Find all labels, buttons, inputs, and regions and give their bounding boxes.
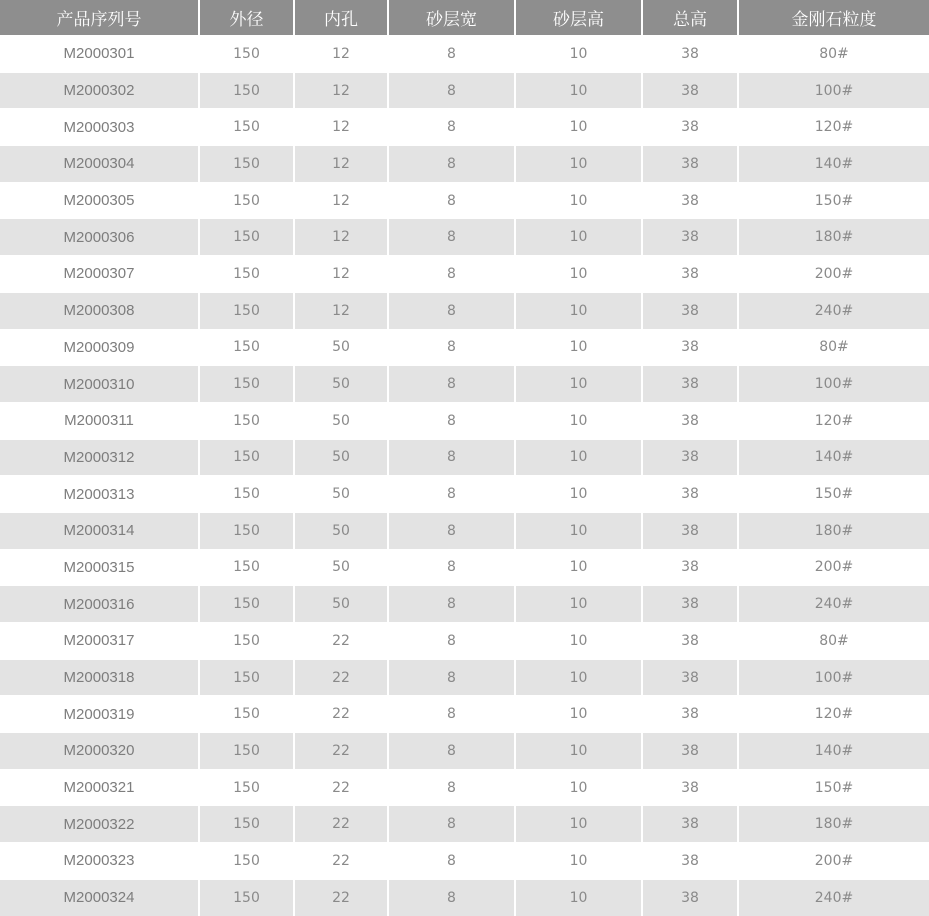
cell-abrasive-height: 10	[515, 733, 642, 770]
cell-total-height: 38	[642, 219, 738, 256]
cell-outer-diameter: 150	[199, 696, 294, 733]
header-diamond-grit: 金刚石粒度	[738, 0, 929, 36]
cell-total-height: 38	[642, 659, 738, 696]
cell-abrasive-height: 10	[515, 769, 642, 806]
cell-serial: M2000318	[0, 659, 199, 696]
cell-serial: M2000303	[0, 109, 199, 146]
cell-serial: M2000315	[0, 549, 199, 586]
cell-total-height: 38	[642, 402, 738, 439]
cell-diamond-grit: 140#	[738, 439, 929, 476]
cell-abrasive-height: 10	[515, 696, 642, 733]
cell-inner-hole: 22	[294, 806, 388, 843]
table-row	[0, 292, 929, 329]
cell-outer-diameter: 150	[199, 623, 294, 660]
table-row	[0, 146, 929, 183]
cell-outer-diameter: 150	[199, 879, 294, 915]
cell-diamond-grit: 240#	[738, 879, 929, 915]
cell-total-height: 38	[642, 549, 738, 586]
cell-outer-diameter: 150	[199, 659, 294, 696]
cell-total-height: 38	[642, 586, 738, 623]
table-row	[0, 733, 929, 770]
cell-total-height: 38	[642, 806, 738, 843]
cell-serial: M2000314	[0, 512, 199, 549]
cell-abrasive-width: 8	[388, 512, 515, 549]
table-row	[0, 476, 929, 513]
cell-inner-hole: 50	[294, 439, 388, 476]
cell-abrasive-height: 10	[515, 549, 642, 586]
cell-outer-diameter: 150	[199, 402, 294, 439]
cell-serial: M2000316	[0, 586, 199, 623]
table-row	[0, 182, 929, 219]
cell-abrasive-width: 8	[388, 329, 515, 366]
cell-inner-hole: 22	[294, 769, 388, 806]
header-outer-diameter: 外径	[199, 0, 294, 36]
cell-diamond-grit: 150#	[738, 182, 929, 219]
cell-serial: M2000309	[0, 329, 199, 366]
cell-inner-hole: 50	[294, 366, 388, 403]
cell-abrasive-height: 10	[515, 182, 642, 219]
cell-abrasive-width: 8	[388, 549, 515, 586]
cell-abrasive-width: 8	[388, 36, 515, 73]
cell-abrasive-height: 10	[515, 879, 642, 915]
table-row	[0, 769, 929, 806]
cell-total-height: 38	[642, 36, 738, 73]
cell-inner-hole: 12	[294, 36, 388, 73]
cell-outer-diameter: 150	[199, 769, 294, 806]
cell-abrasive-width: 8	[388, 879, 515, 915]
cell-inner-hole: 22	[294, 879, 388, 915]
cell-abrasive-height: 10	[515, 402, 642, 439]
cell-abrasive-height: 10	[515, 72, 642, 109]
cell-abrasive-height: 10	[515, 806, 642, 843]
cell-diamond-grit: 140#	[738, 733, 929, 770]
cell-abrasive-width: 8	[388, 439, 515, 476]
cell-abrasive-width: 8	[388, 182, 515, 219]
table-row	[0, 439, 929, 476]
table-row	[0, 512, 929, 549]
cell-total-height: 38	[642, 623, 738, 660]
cell-diamond-grit: 240#	[738, 586, 929, 623]
cell-serial: M2000304	[0, 146, 199, 183]
cell-serial: M2000319	[0, 696, 199, 733]
table-row	[0, 402, 929, 439]
cell-diamond-grit: 80#	[738, 329, 929, 366]
cell-outer-diameter: 150	[199, 733, 294, 770]
cell-total-height: 38	[642, 439, 738, 476]
cell-outer-diameter: 150	[199, 843, 294, 880]
cell-diamond-grit: 180#	[738, 806, 929, 843]
cell-abrasive-width: 8	[388, 769, 515, 806]
cell-abrasive-height: 10	[515, 109, 642, 146]
cell-abrasive-height: 10	[515, 512, 642, 549]
cell-total-height: 38	[642, 879, 738, 915]
cell-abrasive-width: 8	[388, 623, 515, 660]
cell-total-height: 38	[642, 696, 738, 733]
cell-inner-hole: 50	[294, 329, 388, 366]
cell-abrasive-width: 8	[388, 733, 515, 770]
cell-inner-hole: 50	[294, 476, 388, 513]
cell-abrasive-width: 8	[388, 292, 515, 329]
cell-abrasive-height: 10	[515, 329, 642, 366]
table-row	[0, 109, 929, 146]
cell-diamond-grit: 200#	[738, 256, 929, 293]
cell-abrasive-width: 8	[388, 806, 515, 843]
cell-diamond-grit: 100#	[738, 72, 929, 109]
table-row	[0, 659, 929, 696]
cell-abrasive-width: 8	[388, 256, 515, 293]
cell-abrasive-width: 8	[388, 366, 515, 403]
cell-outer-diameter: 150	[199, 512, 294, 549]
cell-serial: M2000302	[0, 72, 199, 109]
cell-serial: M2000317	[0, 623, 199, 660]
cell-inner-hole: 12	[294, 72, 388, 109]
cell-abrasive-width: 8	[388, 146, 515, 183]
cell-diamond-grit: 80#	[738, 36, 929, 73]
cell-diamond-grit: 150#	[738, 769, 929, 806]
cell-diamond-grit: 120#	[738, 109, 929, 146]
table-body	[0, 36, 929, 916]
cell-diamond-grit: 80#	[738, 623, 929, 660]
cell-inner-hole: 12	[294, 292, 388, 329]
cell-serial: M2000320	[0, 733, 199, 770]
cell-diamond-grit: 120#	[738, 402, 929, 439]
cell-diamond-grit: 180#	[738, 512, 929, 549]
cell-inner-hole: 22	[294, 733, 388, 770]
cell-diamond-grit: 100#	[738, 366, 929, 403]
cell-outer-diameter: 150	[199, 256, 294, 293]
table-row	[0, 879, 929, 915]
cell-abrasive-height: 10	[515, 439, 642, 476]
cell-abrasive-height: 10	[515, 623, 642, 660]
cell-abrasive-height: 10	[515, 476, 642, 513]
cell-total-height: 38	[642, 733, 738, 770]
table-row	[0, 586, 929, 623]
cell-outer-diameter: 150	[199, 586, 294, 623]
cell-total-height: 38	[642, 769, 738, 806]
header-total-height: 总高	[642, 0, 738, 36]
cell-abrasive-width: 8	[388, 586, 515, 623]
cell-inner-hole: 50	[294, 512, 388, 549]
cell-total-height: 38	[642, 843, 738, 880]
table-row	[0, 806, 929, 843]
cell-total-height: 38	[642, 366, 738, 403]
cell-serial: M2000306	[0, 219, 199, 256]
cell-total-height: 38	[642, 329, 738, 366]
cell-serial: M2000313	[0, 476, 199, 513]
cell-outer-diameter: 150	[199, 366, 294, 403]
cell-total-height: 38	[642, 476, 738, 513]
table-row	[0, 329, 929, 366]
table-row	[0, 549, 929, 586]
cell-abrasive-width: 8	[388, 659, 515, 696]
table-row	[0, 366, 929, 403]
cell-diamond-grit: 200#	[738, 549, 929, 586]
cell-abrasive-height: 10	[515, 292, 642, 329]
header-abrasive-width: 砂层宽	[388, 0, 515, 36]
cell-outer-diameter: 150	[199, 329, 294, 366]
cell-diamond-grit: 180#	[738, 219, 929, 256]
cell-outer-diameter: 150	[199, 439, 294, 476]
cell-outer-diameter: 150	[199, 72, 294, 109]
cell-outer-diameter: 150	[199, 109, 294, 146]
cell-diamond-grit: 150#	[738, 476, 929, 513]
cell-inner-hole: 22	[294, 623, 388, 660]
cell-outer-diameter: 150	[199, 146, 294, 183]
cell-outer-diameter: 150	[199, 292, 294, 329]
table-row	[0, 843, 929, 880]
cell-abrasive-width: 8	[388, 72, 515, 109]
cell-diamond-grit: 140#	[738, 146, 929, 183]
cell-serial: M2000312	[0, 439, 199, 476]
cell-diamond-grit: 240#	[738, 292, 929, 329]
cell-diamond-grit: 100#	[738, 659, 929, 696]
cell-outer-diameter: 150	[199, 36, 294, 73]
header-serial: 产品序列号	[0, 0, 199, 36]
cell-abrasive-width: 8	[388, 109, 515, 146]
cell-total-height: 38	[642, 292, 738, 329]
cell-abrasive-width: 8	[388, 696, 515, 733]
cell-inner-hole: 22	[294, 696, 388, 733]
header-abrasive-height: 砂层高	[515, 0, 642, 36]
cell-serial: M2000321	[0, 769, 199, 806]
cell-serial: M2000324	[0, 879, 199, 915]
cell-inner-hole: 12	[294, 256, 388, 293]
header-row	[0, 0, 929, 36]
cell-outer-diameter: 150	[199, 219, 294, 256]
table-row	[0, 623, 929, 660]
cell-inner-hole: 12	[294, 109, 388, 146]
table-row	[0, 72, 929, 109]
cell-total-height: 38	[642, 146, 738, 183]
cell-inner-hole: 22	[294, 843, 388, 880]
cell-inner-hole: 12	[294, 182, 388, 219]
cell-inner-hole: 50	[294, 402, 388, 439]
cell-inner-hole: 12	[294, 219, 388, 256]
cell-diamond-grit: 200#	[738, 843, 929, 880]
cell-total-height: 38	[642, 512, 738, 549]
header-inner-hole: 内孔	[294, 0, 388, 36]
cell-abrasive-width: 8	[388, 402, 515, 439]
cell-abrasive-height: 10	[515, 659, 642, 696]
cell-inner-hole: 50	[294, 586, 388, 623]
cell-abrasive-height: 10	[515, 586, 642, 623]
cell-inner-hole: 22	[294, 659, 388, 696]
cell-total-height: 38	[642, 256, 738, 293]
cell-outer-diameter: 150	[199, 806, 294, 843]
cell-serial: M2000310	[0, 366, 199, 403]
cell-serial: M2000305	[0, 182, 199, 219]
cell-abrasive-height: 10	[515, 256, 642, 293]
cell-serial: M2000301	[0, 36, 199, 73]
cell-abrasive-height: 10	[515, 219, 642, 256]
cell-serial: M2000307	[0, 256, 199, 293]
cell-total-height: 38	[642, 182, 738, 219]
cell-inner-hole: 50	[294, 549, 388, 586]
cell-serial: M2000322	[0, 806, 199, 843]
cell-serial: M2000308	[0, 292, 199, 329]
table-row	[0, 36, 929, 73]
cell-abrasive-height: 10	[515, 36, 642, 73]
cell-total-height: 38	[642, 109, 738, 146]
table-row	[0, 219, 929, 256]
cell-outer-diameter: 150	[199, 549, 294, 586]
cell-outer-diameter: 150	[199, 476, 294, 513]
table-row	[0, 696, 929, 733]
cell-serial: M2000311	[0, 402, 199, 439]
cell-abrasive-height: 10	[515, 366, 642, 403]
cell-serial: M2000323	[0, 843, 199, 880]
cell-outer-diameter: 150	[199, 182, 294, 219]
table-row	[0, 256, 929, 293]
table-header	[0, 0, 929, 36]
cell-abrasive-width: 8	[388, 219, 515, 256]
cell-abrasive-width: 8	[388, 476, 515, 513]
cell-total-height: 38	[642, 72, 738, 109]
cell-abrasive-width: 8	[388, 843, 515, 880]
cell-diamond-grit: 120#	[738, 696, 929, 733]
cell-abrasive-height: 10	[515, 146, 642, 183]
cell-abrasive-height: 10	[515, 843, 642, 880]
cell-inner-hole: 12	[294, 146, 388, 183]
